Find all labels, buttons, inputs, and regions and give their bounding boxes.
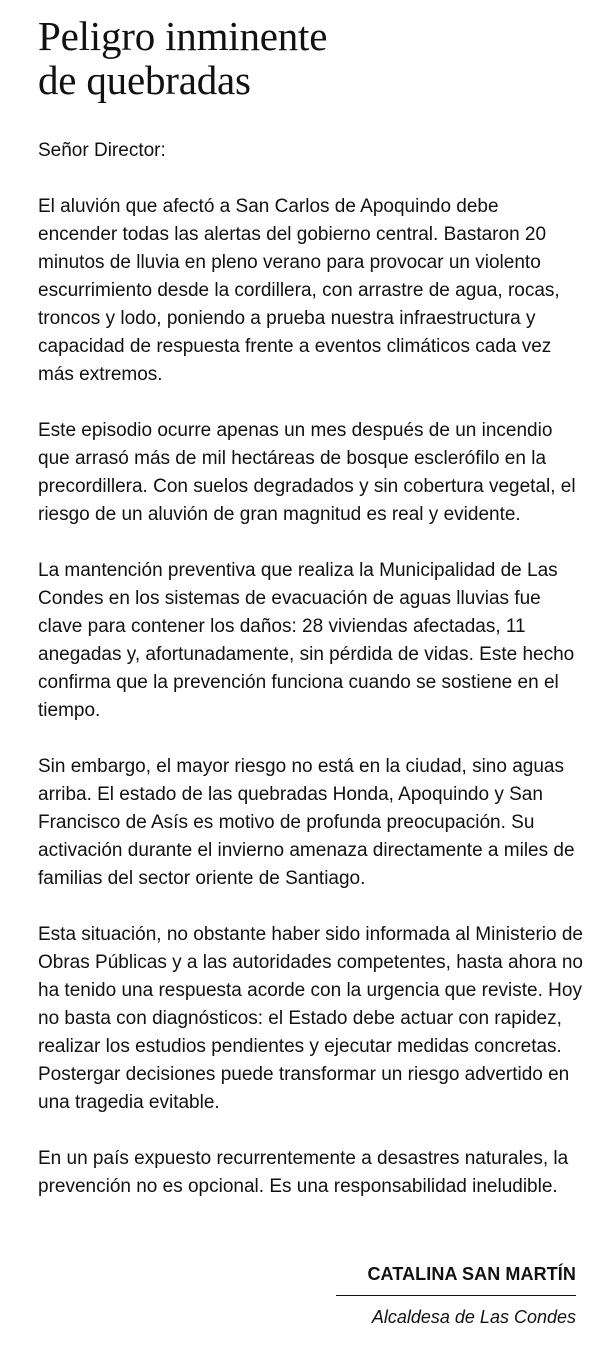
paragraph-5: Esta situación, no obstante haber sido informada al Ministerio de Obras Públicas y a las autoridades competentes, hasta ahora no ha tenido una respuesta acorde con la urgencia que reviste. Hoy no basta con diagnósticos: el Estado debe actuar con rapidez, realizar los estudios pendientes y ejecutar medidas concretas. Postergar decisiones puede transformar un riesgo advertido en una tragedia evitable.: [38, 924, 583, 1113]
title-line-2: de quebradas: [38, 57, 251, 103]
salutation: Señor Director:: [38, 140, 166, 161]
paragraph-2: Este episodio ocurre apenas un mes después de un incendio que arrasó más de mil hectáreas de bosque esclerófilo en la precordillera. Con suelos degradados y sin cobertura vegetal, el riesgo de un aluvión de gran magnitud es real y evidente.: [38, 420, 576, 525]
paragraph-4: Sin embargo, el mayor riesgo no está en la ciudad, sino aguas arriba. El estado de las quebradas Honda, Apoquindo y San Francisco de Asís es motivo de profunda preocupación. Su activación durante el invierno amenaza directamente a miles de familias del sector oriente de Santiago.: [38, 756, 575, 889]
paragraph-6: En un país expuesto recurrentemente a desastres naturales, la prevención no es opcional. Es una responsabilidad ineludible.: [38, 1148, 569, 1197]
signature-name: CATALINA SAN MARTÍN: [367, 1264, 576, 1284]
signature-block: [336, 1262, 576, 1329]
signature-divider: [336, 1295, 576, 1296]
paragraph-3: La mantención preventiva que realiza la Municipalidad de Las Condes en los sistemas de evacuación de aguas lluvias fue clave para contener los daños: 28 viviendas afectadas, 11 anegadas y, afortunadamente, sin pérdida de vidas. Este hecho confirma que la prevención funciona cuando se sostiene en el tiempo.: [38, 560, 575, 721]
signature-role: Alcaldesa de Las Condes: [371, 1307, 576, 1327]
paragraph-1: El aluvión que afectó a San Carlos de Apoquindo debe encender todas las alertas del gobierno central. Bastaron 20 minutos de lluvia en pleno verano para provocar un violento escurrimiento desde la cordillera, con arrastre de agua, rocas, troncos y lodo, poniendo a prueba nuestra infraestructura y capacidad de respuesta frente a eventos climáticos cada vez más extremos.: [38, 196, 560, 385]
letter-title: [38, 14, 583, 102]
title-line-1: Peligro inminente: [38, 13, 328, 59]
letter: [38, 14, 583, 1201]
